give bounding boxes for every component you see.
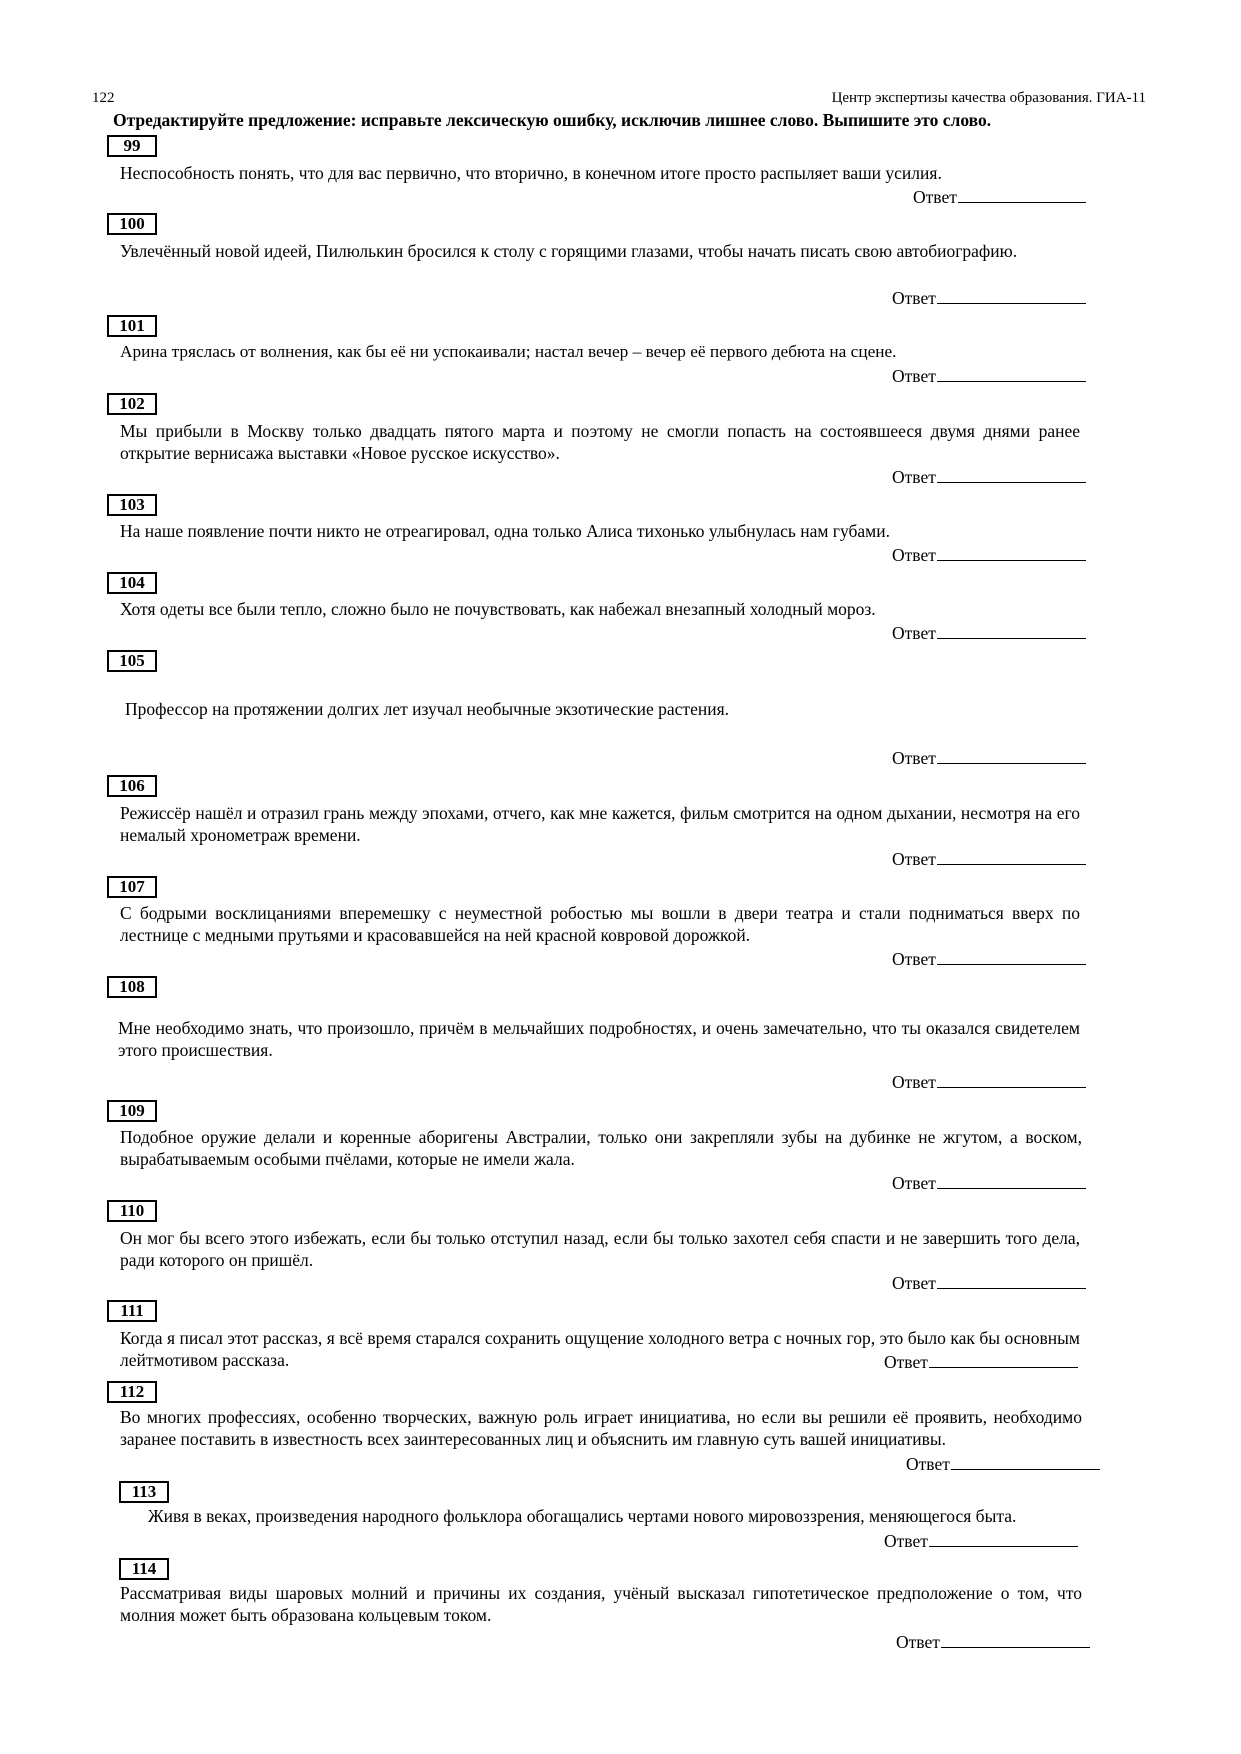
task-text: Подобное оружие делали и коренные аборигены Австралии, только они закрепляли зубы на дубинке не жгутом, а воском, вырабатываемым особыми пчёлами, которые не имели жала. [120, 1127, 1082, 1169]
task-text: Когда я писал этот рассказ, я всё время старался сохранить ощущение холодного ветра с ночных гор, это было как бы основным лейтмотивом рассказа. [120, 1328, 1080, 1370]
task-text: Мы прибыли в Москву только двадцать пятого марта и поэтому не смогли попасть на состоявшееся двумя днями ранее открытие вернисажа выставки «Новое русское искусство». [120, 421, 1080, 463]
answer-field[interactable] [913, 185, 1086, 208]
task-text: Он мог бы всего этого избежать, если бы только отступил назад, если бы только захотел себя спасти и не завершить того дела, ради которого он пришёл. [120, 1228, 1080, 1270]
answer-label: Ответ [892, 1173, 936, 1193]
task-number: 113 [119, 1481, 169, 1503]
answer-field[interactable] [892, 746, 1086, 769]
answer-field[interactable] [892, 364, 1086, 387]
task-number: 108 [107, 976, 157, 998]
answer-field[interactable] [892, 1171, 1086, 1194]
task-number: 104 [107, 572, 157, 594]
instruction: Отредактируйте предложение: исправьте лексическую ошибку, исключив лишнее слово. Выпишите это слово. [113, 110, 992, 130]
answer-label: Ответ [892, 949, 936, 969]
answer-field[interactable] [906, 1452, 1100, 1475]
answer-label: Ответ [884, 1531, 928, 1551]
task-number: 112 [107, 1381, 157, 1403]
task-number: 106 [107, 775, 157, 797]
task-text: Неспособность понять, что для вас первично, что вторично, в конечном итоге просто распыляет ваши усилия. [120, 163, 942, 183]
answer-field[interactable] [892, 543, 1086, 566]
answer-label: Ответ [892, 1072, 936, 1092]
page-number: 122 [92, 90, 115, 106]
answer-label: Ответ [892, 366, 936, 386]
answer-label: Ответ [892, 467, 936, 487]
answer-field[interactable] [896, 1630, 1090, 1653]
task-number: 101 [107, 315, 157, 337]
answer-label: Ответ [896, 1632, 940, 1652]
task-text: На наше появление почти никто не отреагировал, одна только Алиса тихонько улыбнулась нам губами. [120, 521, 890, 541]
answer-field[interactable] [892, 286, 1086, 309]
answer-field[interactable] [892, 621, 1086, 644]
task-text: Рассматривая виды шаровых молний и причины их создания, учёный высказал гипотетическое предположение о том, что молния может быть образована кольцевым током. [120, 1583, 1082, 1625]
answer-label: Ответ [892, 545, 936, 565]
answer-label: Ответ [892, 623, 936, 643]
task-text: Увлечённый новой идеей, Пилюлькин бросился к столу с горящими глазами, чтобы начать писать свою автобиографию. [120, 241, 1018, 261]
task-number: 99 [107, 135, 157, 157]
task-text: Во многих профессиях, особенно творческих, важную роль играет инициатива, но если вы решили её проявить, необходимо заранее поставить в известность всех заинтересованных лиц и объяснить им главную суть вашей инициативы. [120, 1407, 1082, 1449]
answer-field[interactable] [892, 847, 1086, 870]
task-text: Мне необходимо знать, что произошло, причём в мельчайших подробностях, и очень замечательно, что ты оказался свидетелем этого происшествия. [118, 1018, 1080, 1060]
answer-label: Ответ [892, 1273, 936, 1293]
answer-field[interactable] [892, 1070, 1086, 1093]
answer-label: Ответ [884, 1352, 928, 1372]
task-text: Арина тряслась от волнения, как бы её ни успокаивали; настал вечер – вечер её первого дебюта на сцене. [120, 342, 897, 361]
task-number: 103 [107, 494, 157, 516]
answer-label: Ответ [913, 187, 957, 207]
task-number: 107 [107, 876, 157, 898]
task-number: 111 [107, 1300, 157, 1322]
task-text: Профессор на протяжении долгих лет изучал необычные экзотические растения. [125, 699, 730, 719]
answer-field[interactable] [884, 1350, 1078, 1373]
header-source: Центр экспертизы качества образования. ГИА-11 [831, 90, 1146, 106]
task-text: С бодрыми восклицаниями вперемешку с неуместной робостью мы вошли в двери театра и стали подниматься вверх по лестнице с медными прутьями и красовавшейся на ней красной ковровой дорожкой. [120, 903, 1080, 945]
answer-label: Ответ [892, 288, 936, 308]
task-number: 110 [107, 1200, 157, 1222]
task-text: Хотя одеты все были тепло, сложно было не почувствовать, как набежал внезапный холодный мороз. [120, 599, 876, 619]
task-number: 114 [119, 1558, 169, 1580]
task-number: 105 [107, 650, 157, 672]
answer-label: Ответ [892, 748, 936, 768]
answer-field[interactable] [892, 947, 1086, 970]
task-number: 102 [107, 393, 157, 415]
answer-label: Ответ [892, 849, 936, 869]
answer-field[interactable] [884, 1529, 1078, 1552]
answer-field[interactable] [892, 465, 1086, 488]
task-number: 100 [107, 213, 157, 235]
task-number: 109 [107, 1100, 157, 1122]
answer-label: Ответ [906, 1454, 950, 1474]
task-text: Живя в веках, произведения народного фольклора обогащались чертами нового мировоззрения, меняющегося быта. [148, 1506, 1017, 1526]
task-text: Режиссёр нашёл и отразил грань между эпохами, отчего, как мне кажется, фильм смотрится на одном дыхании, несмотря на его немалый хронометраж времени. [120, 803, 1080, 845]
answer-field[interactable] [892, 1271, 1086, 1294]
